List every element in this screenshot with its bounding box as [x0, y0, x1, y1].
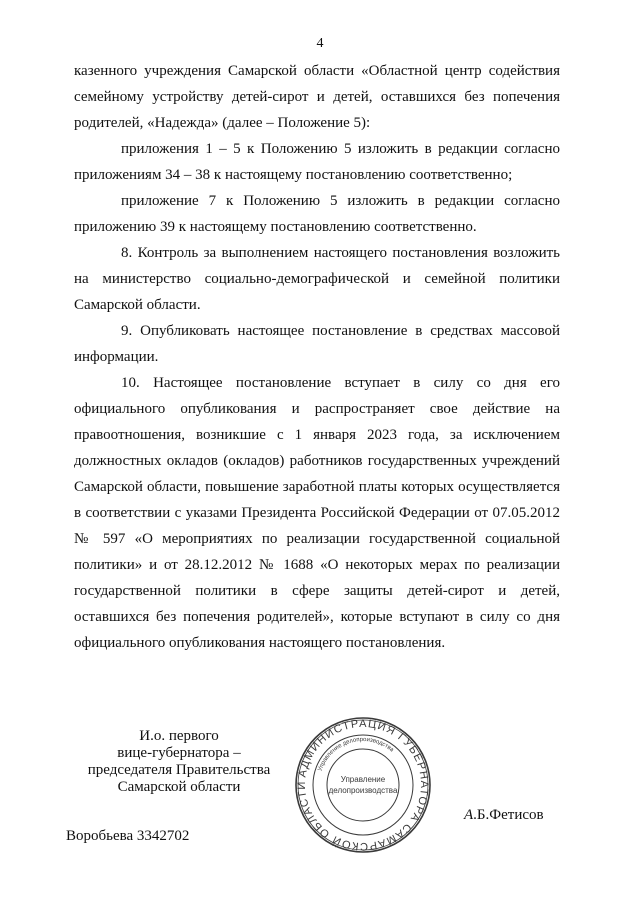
signatory-line-4: Самарской области: [117, 779, 241, 795]
signature-name: [464, 807, 544, 824]
paragraph-appendix-7: приложение 7 к Положению 5 изложить в редакции согласно приложению 39 к настоящему постановлению соответственно.: [74, 193, 560, 235]
stamp-inner-text: Управление делопроизводства: [317, 736, 395, 773]
paragraph-clause-9: 9. Опубликовать настоящее постановление в средствах массовой информации.: [74, 323, 560, 365]
signatory-line-1: И.о. первого: [139, 728, 219, 744]
document-body: [74, 58, 560, 656]
signatory-title: [84, 728, 274, 796]
signatory-line-3: председателя Правительства: [87, 762, 271, 778]
page-number: 4: [316, 36, 324, 51]
executor-contact: Воробьева 3342702: [66, 828, 190, 844]
paragraph-intro: казенного учреждения Самарской области «Областной центр содействия семейному устройству детей-сирот и детей, оставшихся без попечения родителей, «Надежда» (далее – Положение 5):: [74, 63, 560, 131]
official-seal-stamp: [294, 716, 432, 854]
signatory-name: .Б.Фетисов: [473, 807, 544, 823]
stamp-outer-text: АДМИНИСТРАЦИЯ ГУБЕРНАТОРА САМАРСКОЙ ОБЛАСТИ: [295, 717, 431, 853]
paragraph-clause-8: 8. Контроль за выполнением настоящего постановления возложить на министерство социально-демографической и семейной политики Самарской области.: [74, 245, 560, 313]
handwritten-signature-mark: A: [464, 807, 474, 823]
stamp-center-line-1: Управление: [340, 775, 386, 784]
paragraph-clause-10: 10. Настоящее постановление вступает в силу со дня его официального опубликования и распространяет свое действие на правоотношения, возникшие с 1 января 2023 года, за исключением должностных окладов (окладов) работников государственных учреждений Самарской области, повышение заработной платы которых осуществляется в соответствии с указами Президента Российской Федерации от 07.05.2012 № 597 «О мероприятиях по реализации государственной социальной политики» и от 28.12.2012 № 1688 «О некоторых мерах по реализации государственной политики в сфере защиты детей-сирот и детей, оставшихся без попечения родителей», которые вступают в силу со дня официального опубликования настоящего постановления.: [74, 375, 560, 651]
paragraph-appendices-1-5: приложения 1 – 5 к Положению 5 изложить в редакции согласно приложениям 34 – 38 к настоящему постановлению соответственно;: [74, 141, 560, 183]
signatory-line-2: вице-губернатора –: [117, 745, 241, 761]
stamp-center-line-2: делопроизводства: [328, 786, 398, 795]
